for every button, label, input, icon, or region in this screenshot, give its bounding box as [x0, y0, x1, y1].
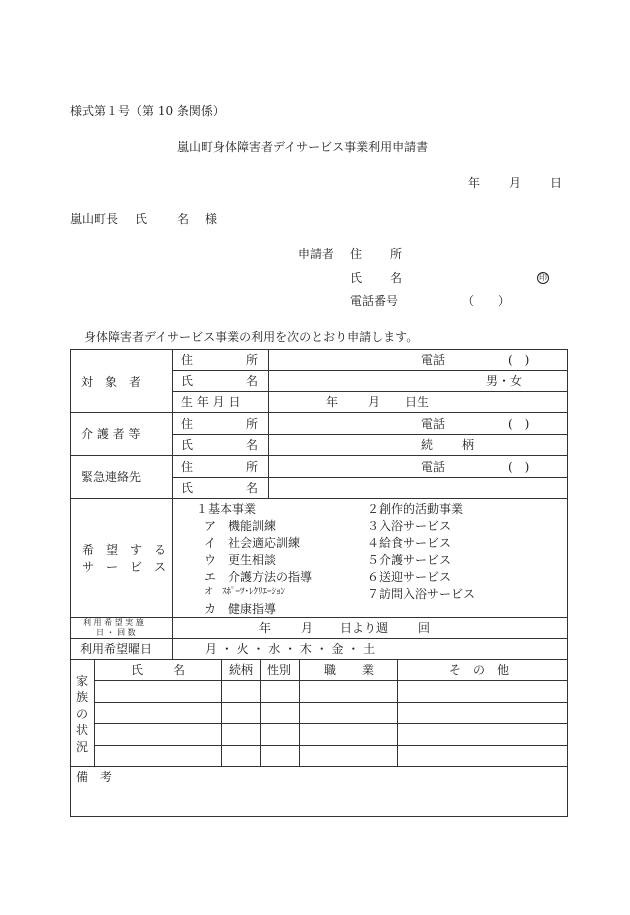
services-label-line2: サ ー ビ ス — [82, 560, 167, 574]
schedule-label-line2: 日 ・ 回 数 — [96, 628, 136, 637]
family-header-job2: 業 — [362, 663, 375, 677]
schedule-count: 回 — [418, 621, 431, 635]
family-label-char: 族 — [76, 690, 89, 704]
service-left-item: オ ｽﾎﾟｰﾂ･ﾚｸﾘｴｰｼｮﾝ — [204, 587, 286, 597]
services-label-line1: 希 望 す る — [82, 543, 167, 557]
schedule-month: 月 — [301, 621, 314, 635]
family-label-char: 況 — [76, 740, 89, 754]
remarks-label: 備 考 — [76, 770, 113, 784]
applicant-addr2: 所 — [390, 247, 403, 261]
service-right-item: ４給食サービス — [367, 536, 452, 550]
applicant-name1: 氏 — [350, 271, 363, 285]
service-right-item: ６送迎サービス — [367, 570, 452, 584]
subject-phone-label: 電話 — [421, 353, 446, 367]
schedule-label-line1: 利 用 希 望 実 施 — [83, 618, 144, 627]
service-right-item: ３入浴サービス — [367, 519, 452, 533]
subject-birth-day: 日生 — [405, 395, 430, 409]
service-right-item: ７訪問入浴サービス — [367, 587, 476, 601]
emergency-phone-label: 電話 — [421, 460, 446, 474]
family-label-char: の — [76, 707, 89, 721]
emergency-addr2: 所 — [246, 460, 259, 474]
service-right-item: ２創作的活動事業 — [367, 502, 464, 516]
intro-text: 身体障害者デイサービス事業の利用を次のとおり申請します。 — [84, 330, 419, 344]
service-right-item: ５介護サービス — [367, 553, 452, 567]
family-header-name2: 名 — [173, 663, 186, 677]
subject-addr2: 所 — [246, 353, 259, 367]
family-label-char: 家 — [76, 674, 89, 688]
emergency-label: 緊急連絡先 — [81, 470, 142, 484]
weekdays-label: 利用希望曜日 — [80, 642, 153, 656]
applicant-addr1: 住 — [350, 247, 363, 261]
caregiver-addr2: 所 — [246, 417, 259, 431]
family-label-char: 状 — [76, 723, 89, 737]
applicant-phone-paren: （ ） — [462, 294, 511, 308]
subject-name2: 名 — [246, 374, 259, 388]
addressee-name1: 氏 — [135, 212, 148, 226]
addressee-label: 嵐山町長 — [70, 212, 119, 226]
weekdays-value: 月 ・ 火 ・ 水 ・ 木 ・ 金 ・ 土 — [205, 642, 376, 656]
caregiver-name2: 名 — [246, 438, 259, 452]
form-number: 様式第１号（第 10 条関係） — [70, 104, 225, 118]
caregiver-phone-label: 電話 — [421, 417, 446, 431]
caregiver-name1: 氏 — [181, 438, 194, 452]
service-left-item: イ 社会適応訓練 — [204, 536, 301, 550]
caregiver-addr1: 住 — [181, 417, 194, 431]
emergency-name2: 名 — [246, 481, 259, 495]
service-left-item: １基本事業 — [196, 502, 257, 516]
caregiver-relation2: 柄 — [462, 438, 475, 452]
form-outer-border — [71, 350, 568, 817]
subject-label: 対 象 者 — [81, 375, 142, 389]
schedule-from: 日より週 — [340, 621, 389, 635]
family-header-sex: 性別 — [267, 663, 292, 677]
caregiver-label: 介 護 者 等 — [81, 427, 141, 441]
subject-birth-month: 月 — [368, 395, 381, 409]
applicant-name2: 名 — [390, 271, 403, 285]
emergency-phone-paren: ( ) — [508, 460, 530, 474]
date-month: 月 — [509, 176, 522, 190]
date-day: 日 — [550, 176, 563, 190]
addressee-suffix: 様 — [205, 212, 218, 226]
applicant-phone-label: 電話番号 — [350, 294, 399, 308]
subject-name1: 氏 — [181, 374, 194, 388]
caregiver-phone-paren: ( ) — [508, 417, 530, 431]
seal-mark: 印 — [539, 273, 547, 282]
schedule-year: 年 — [259, 621, 272, 635]
family-header-name1: 氏 — [131, 663, 144, 677]
family-header-other: そ の 他 — [449, 663, 510, 677]
emergency-name1: 氏 — [181, 481, 194, 495]
family-header-relation: 続柄 — [229, 663, 254, 677]
subject-birth-year: 年 — [326, 395, 339, 409]
family-header-job1: 職 — [324, 663, 337, 677]
service-left-item: カ 健康指導 — [204, 602, 277, 616]
subject-birth-label: 生 年 月 日 — [181, 395, 241, 409]
service-left-item: ア 機能訓練 — [204, 519, 277, 533]
caregiver-relation1: 続 — [421, 438, 434, 452]
date-year: 年 — [468, 176, 481, 190]
subject-gender: 男・女 — [486, 374, 523, 388]
addressee-name2: 名 — [177, 212, 190, 226]
form-title: 嵐山町身体障害者デイサービス事業利用申請書 — [177, 140, 429, 154]
applicant-label: 申請者 — [298, 247, 335, 261]
subject-phone-paren: ( ) — [508, 353, 530, 367]
subject-addr1: 住 — [181, 353, 194, 367]
service-left-item: ウ 更生相談 — [204, 553, 277, 567]
emergency-addr1: 住 — [181, 460, 194, 474]
service-left-item: エ 介護方法の指導 — [204, 570, 313, 584]
